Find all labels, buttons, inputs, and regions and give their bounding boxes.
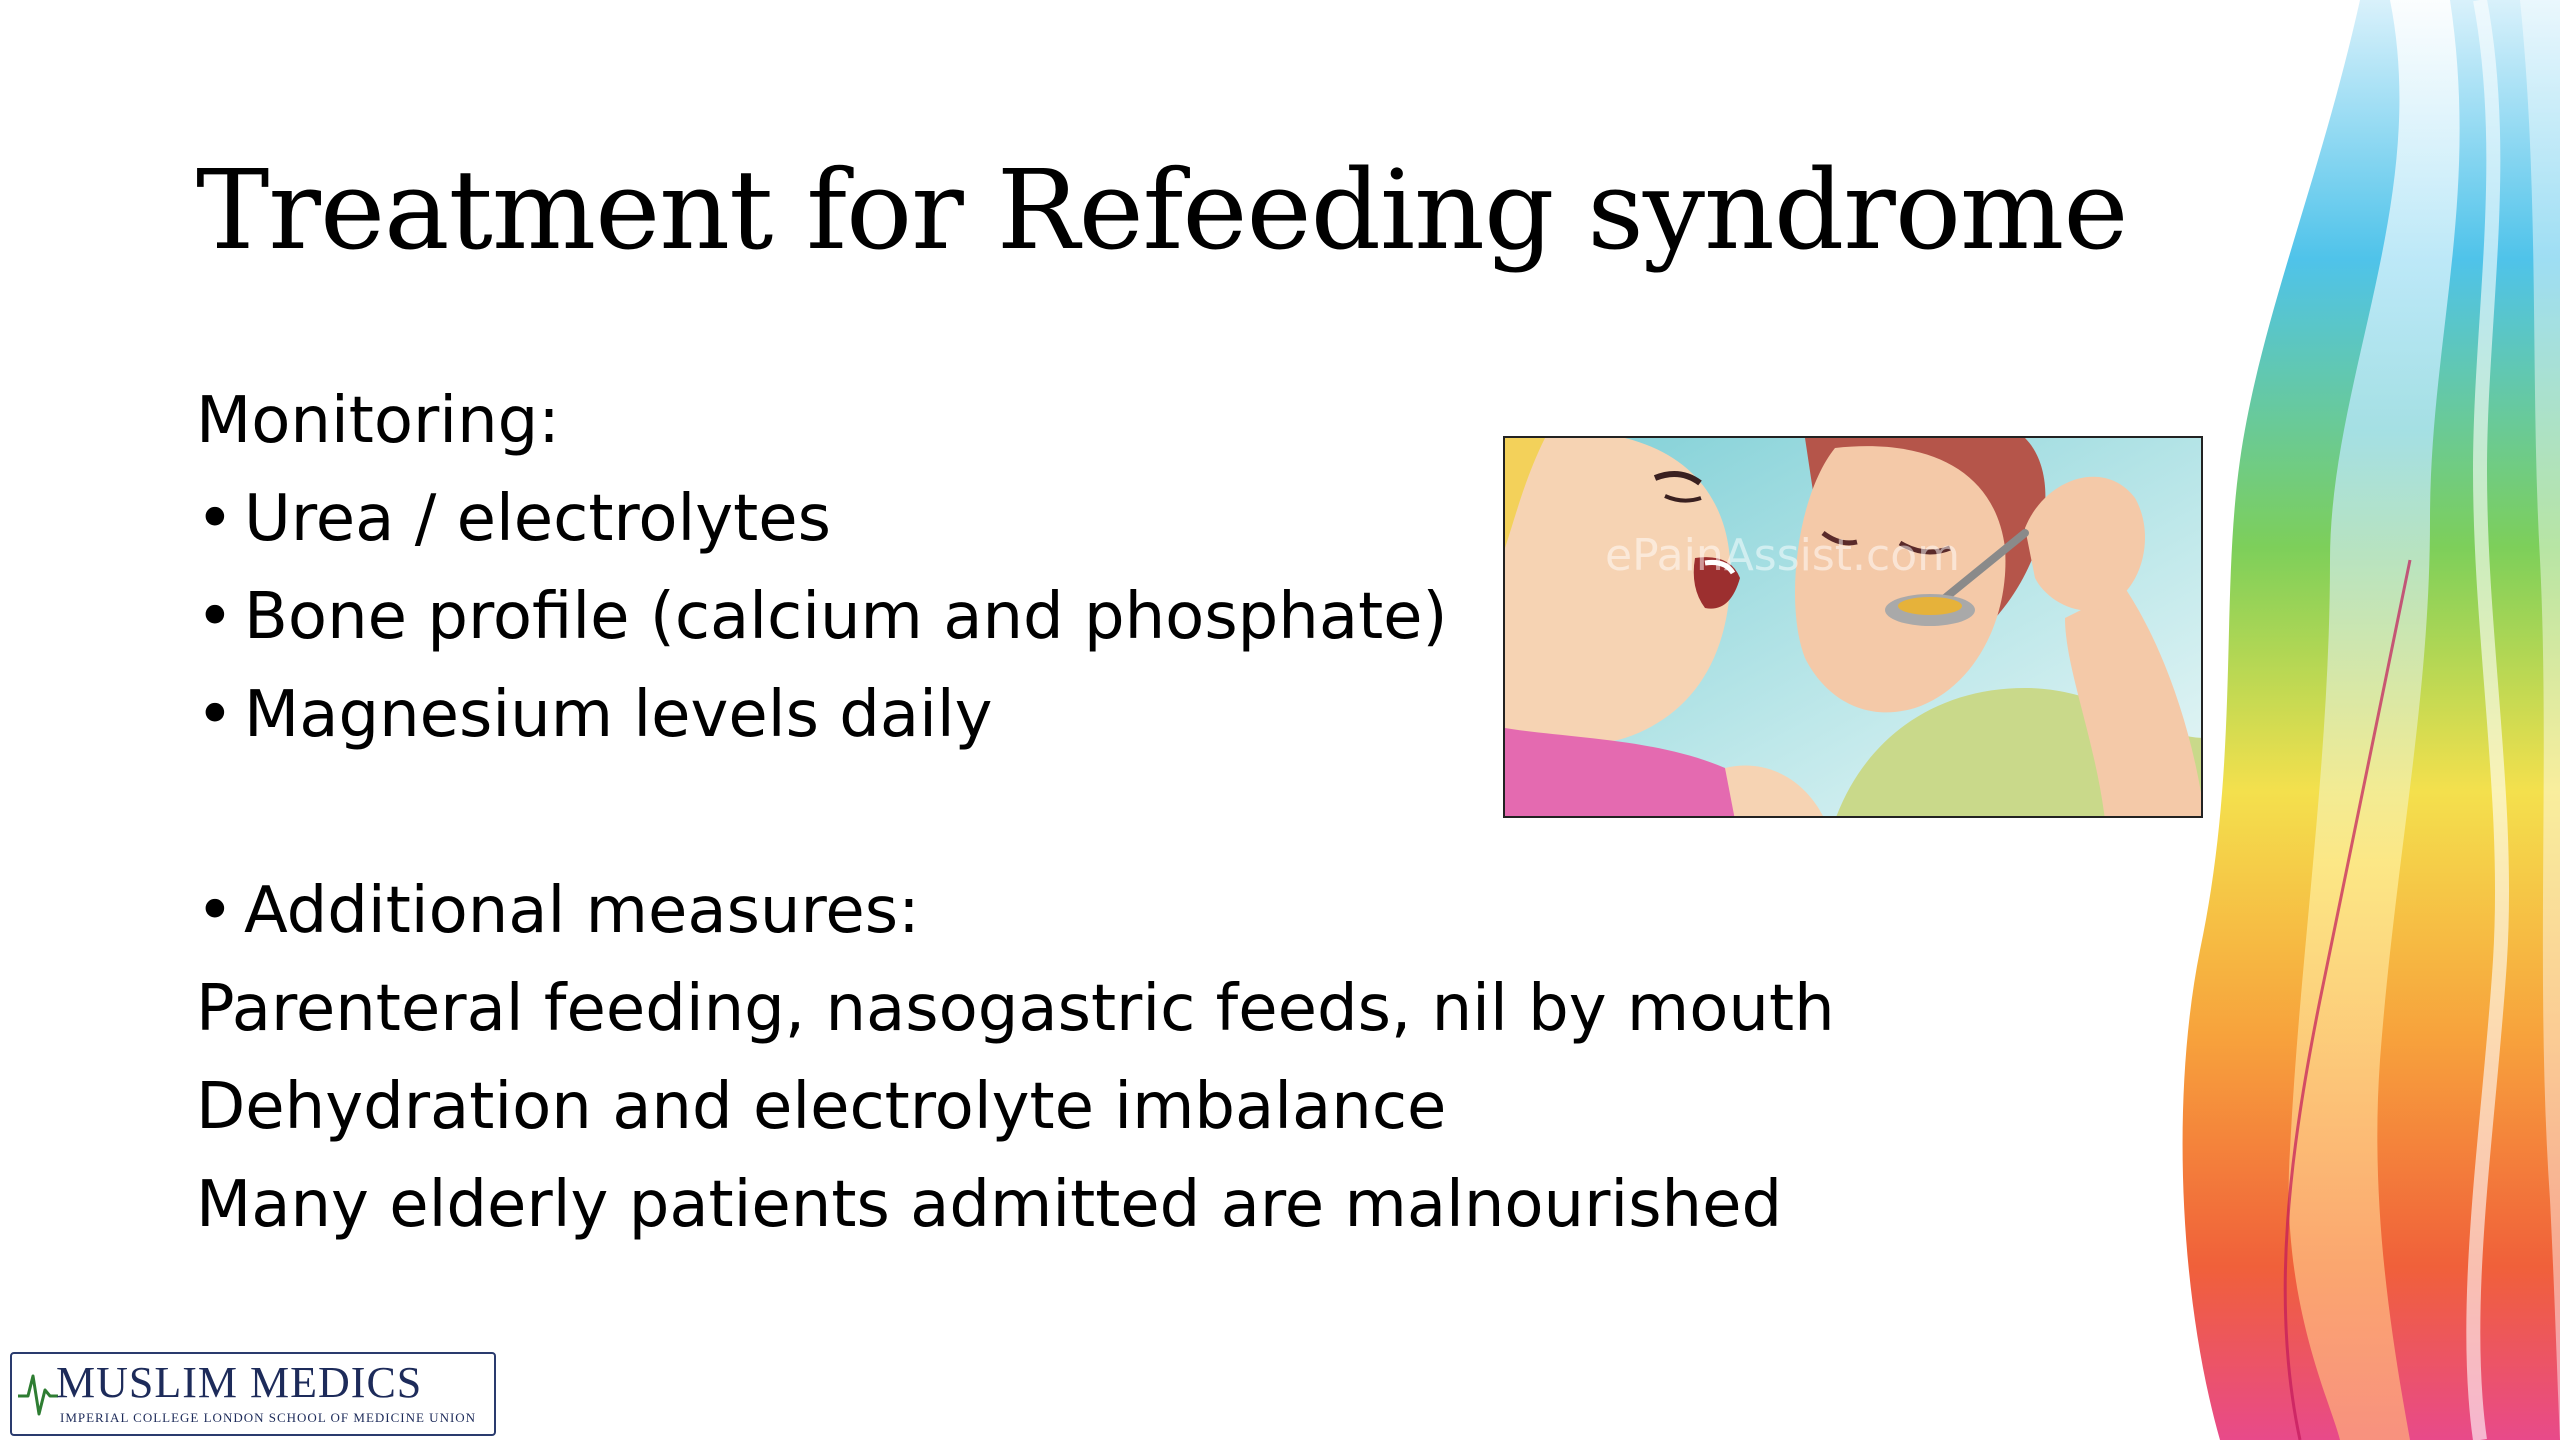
muslim-medics-logo — [10, 1352, 496, 1436]
bullet-text: Magnesium levels daily — [244, 678, 993, 752]
logo-name: MUSLIM MEDICS — [56, 1358, 423, 1407]
bullet-icon: • — [196, 482, 234, 556]
heartbeat-icon — [16, 1364, 60, 1424]
bullet-text: Additional measures: — [244, 874, 920, 948]
monitoring-heading: Monitoring: — [196, 384, 560, 458]
feeding-illustration — [1503, 436, 2203, 818]
additional-line-dehydration: Dehydration and electrolyte imbalance — [196, 1070, 1447, 1144]
bullet-icon: • — [196, 580, 234, 654]
bullet-text: Bone profile (calcium and phosphate) — [244, 580, 1448, 654]
image-watermark: ePainAssist.com — [1605, 530, 1961, 581]
bullet-item-additional — [196, 862, 1896, 960]
rainbow-swoosh-decoration — [2180, 0, 2560, 1440]
bullet-text: Urea / electrolytes — [244, 482, 831, 556]
bullet-icon: • — [196, 874, 234, 948]
logo-subtitle: IMPERIAL COLLEGE LONDON SCHOOL OF MEDICINE UNION — [60, 1410, 477, 1425]
bullet-icon: • — [196, 678, 234, 752]
feeding-illustration-graphic — [1505, 438, 2203, 818]
slide-title: Treatment for Refeeding syndrome — [196, 146, 2128, 274]
additional-line-elderly: Many elderly patients admitted are malnourished — [196, 1168, 1783, 1242]
additional-line-feeding: Parenteral feeding, nasogastric feeds, nil by mouth — [196, 972, 1835, 1046]
